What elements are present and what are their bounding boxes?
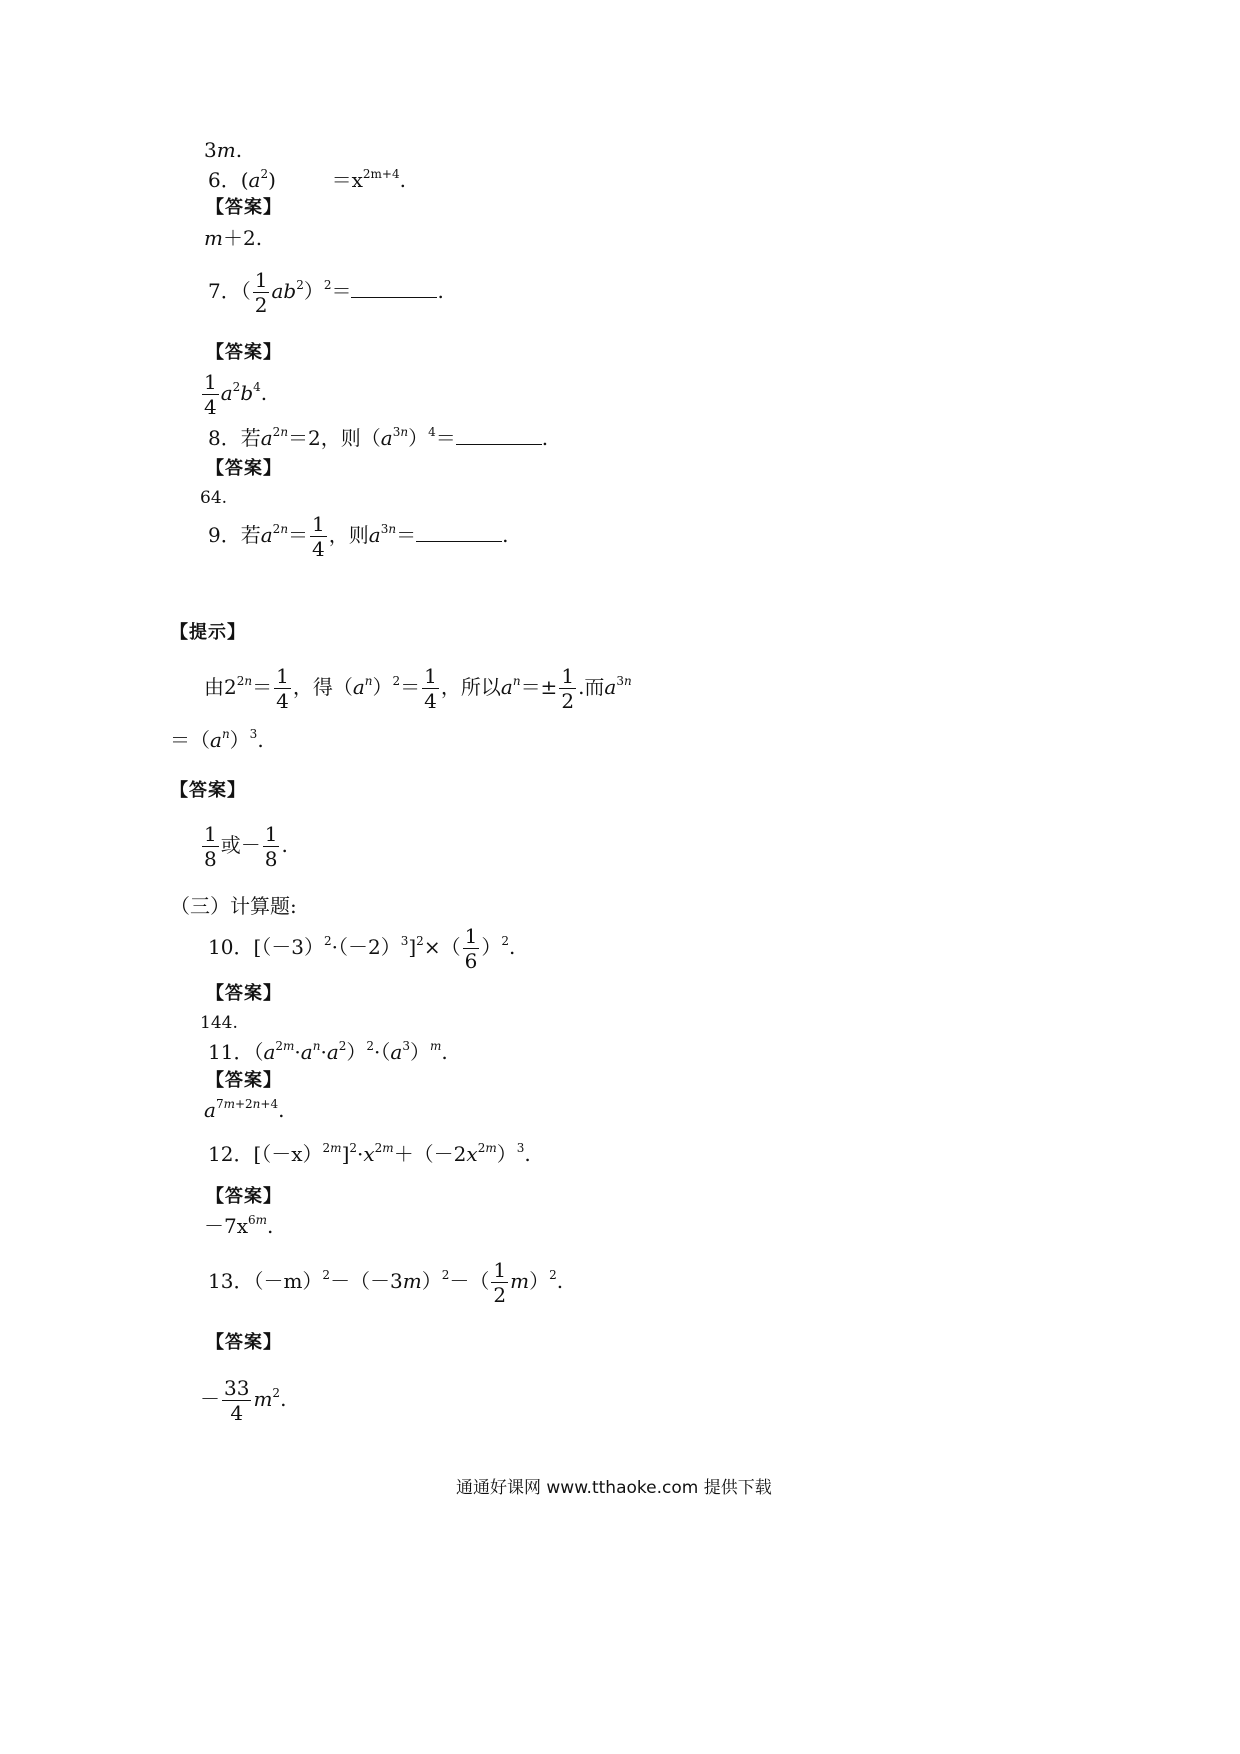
- line-3m: 3m.: [204, 138, 243, 162]
- answer-11: $a^{7m+2n+4}$.: [204, 1097, 285, 1122]
- page-footer: 通通好课网 www.tthaoke.com 提供下载: [456, 1478, 772, 1498]
- answer-label-10: 【答案】: [206, 983, 282, 1004]
- hint-label: 【提示】: [170, 622, 246, 643]
- question-7: 7．（ $\frac{1}{2}$ $ab^2)^2=$ .: [208, 268, 444, 317]
- fraction-one-half: $\frac{1}{2}$: [254, 268, 268, 317]
- answer-7: $\frac{1}{4}$ $a^2b^4$.: [204, 370, 268, 419]
- question-8: 8．若$a^{2n}=2$，则$(a^{3n})^4=$ .: [208, 425, 549, 450]
- answer-label-7: 【答案】: [206, 342, 282, 363]
- blank-9[interactable]: [416, 525, 502, 542]
- answer-9: $\frac{1}{8}$ 或－ $\frac{1}{8}$ .: [204, 822, 288, 871]
- question-11: 11．$(a^{2m}\cdot a^n\cdot a^2)^2\cdot(a^3)^m$.: [208, 1039, 448, 1064]
- hint-line-2: $=(a^n)^3$.: [170, 727, 264, 752]
- question-10: 10．$[(-3)^2\cdot(-2)^3]^2\times$（ $\frac{1}{6}$ ）$^2$.: [208, 924, 516, 973]
- blank-7[interactable]: [351, 281, 437, 298]
- answer-label-12: 【答案】: [206, 1186, 282, 1207]
- question-9: 9．若$a^{2n}=$ $\frac{1}{4}$ ，则$a^{3n}=$ .: [208, 512, 509, 561]
- answer-10: 144.: [200, 1013, 238, 1033]
- answer-label-9: 【答案】: [170, 780, 246, 801]
- hint-line-1: 由$2^{2n}=$ $\frac{1}{4}$ ，得$(a^n)^2=$ $\frac{1}{4}$ ，所以$a^n=\pm$ $\frac{1}{2}$ .而$a^{3n}$: [204, 664, 632, 713]
- answer-label-8: 【答案】: [206, 458, 282, 479]
- answer-label-11: 【答案】: [206, 1070, 282, 1091]
- section-3-title: （三）计算题:: [170, 894, 297, 918]
- answer-8: 64.: [200, 488, 228, 508]
- answer-12: $-7x^{6m}$.: [204, 1213, 274, 1238]
- question-12: 12．$[(-x)^{2m}]^2\cdot x^{2m}+(-2x^{2m})^3$.: [208, 1141, 531, 1166]
- answer-label-13: 【答案】: [206, 1332, 282, 1353]
- question-13: 13．$(-m)^2-(-3m)^2-$（ $\frac{1}{2}$ m）$^2$.: [208, 1258, 564, 1307]
- answer-label-6: 【答案】: [206, 197, 282, 218]
- answer-13: － $\frac{33}{4}$ $m^2$.: [200, 1376, 287, 1425]
- blank-8[interactable]: [456, 428, 542, 445]
- answer-6: m＋2.: [204, 226, 263, 250]
- question-6: 6．$(a^2) =x^{2m+4}$.: [208, 167, 406, 192]
